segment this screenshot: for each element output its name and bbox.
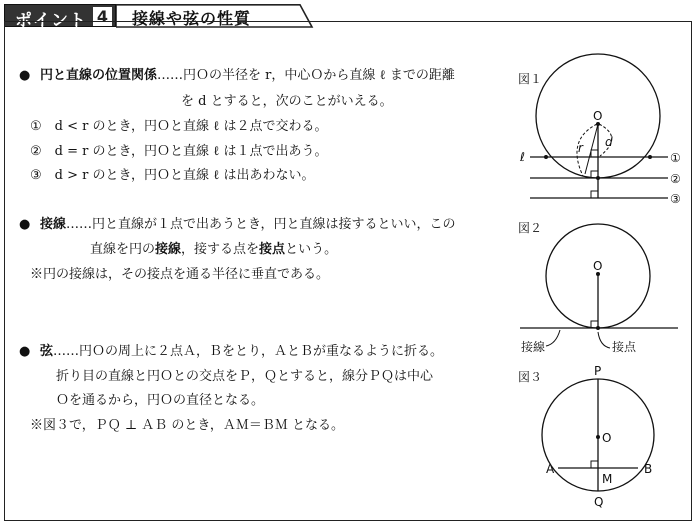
fig2-tangent-label: 接線 bbox=[521, 340, 546, 354]
fig3-label: 図３ bbox=[518, 370, 543, 384]
fig1-num-3: ③ bbox=[670, 192, 681, 206]
fig3-p-label: P bbox=[594, 364, 602, 378]
section2-line1: 接線……円と直線が１点で出あうとき，円と直線は接するといい，この bbox=[40, 217, 456, 232]
header-number: 4 bbox=[93, 7, 112, 26]
fig2-contact-pointer bbox=[598, 332, 610, 348]
fig1-num-1: ① bbox=[670, 151, 681, 165]
fig2-label: 図２ bbox=[518, 221, 543, 235]
fig2-contact-label: 接点 bbox=[612, 340, 637, 354]
fig3-q-label: Q bbox=[594, 495, 604, 509]
fig1-tangent-point bbox=[596, 176, 600, 180]
bullet-3: ● bbox=[19, 344, 31, 359]
section1-line1-rest: ……円Ｏの半径を r，中心Ｏから直線 ℓ までの距離 bbox=[157, 68, 455, 83]
section1-item-1: ① d < r のとき，円Ｏと直線 ℓ は２点で交わる。 bbox=[30, 119, 328, 134]
section2-heading: 接線 bbox=[40, 217, 67, 232]
header-label: ポイント bbox=[15, 11, 87, 31]
fig2-o-label: O bbox=[593, 259, 603, 273]
section2-note: ※円の接線は，その接点を通る半径に垂直である。 bbox=[30, 267, 330, 282]
fig1-d-label: d bbox=[605, 135, 613, 149]
section3-line1: 弦……円Ｏの周上に２点Ａ，Ｂをとり，ＡとＢが重なるように折る。 bbox=[40, 344, 444, 359]
fig1-right-angle-3 bbox=[591, 191, 598, 198]
fig3-m-label: M bbox=[602, 472, 613, 486]
bullet-2: ● bbox=[19, 217, 31, 232]
fig3-b-label: B bbox=[644, 462, 653, 476]
section1-item-2: ② d = r のとき，円Ｏと直線 ℓ は１点で出あう。 bbox=[30, 144, 328, 159]
fig1-line-label: ℓ bbox=[520, 150, 525, 164]
fig1-r-label: r bbox=[578, 141, 583, 155]
fig1-intersection-left bbox=[544, 155, 548, 159]
bullet-1: ● bbox=[19, 68, 31, 83]
fig3-o-label: O bbox=[602, 431, 612, 445]
term-tangent: 接線 bbox=[155, 242, 182, 257]
fig1-num-2: ② bbox=[670, 172, 681, 186]
section1-item-3: ③ d > r のとき，円Ｏと直線 ℓ は出あわない。 bbox=[30, 168, 315, 183]
fig2-tangent-pointer bbox=[546, 330, 560, 346]
fig3-right-angle bbox=[591, 461, 598, 468]
header-title: 接線や弦の性質 bbox=[132, 9, 252, 28]
section3-line3: Ｏを通るから，円Ｏの直径となる。 bbox=[56, 393, 265, 408]
fig2-contact-dot bbox=[596, 326, 600, 330]
section1-heading: 円と直線の位置関係 bbox=[40, 68, 158, 83]
section3-note: ※図３で，ＰＱ ⊥ ＡＢ のとき，ＡＭ＝ＢＭ となる。 bbox=[30, 418, 344, 433]
fig1-right-angle-1 bbox=[591, 150, 598, 157]
section2-line2: 直線を円の接線，接する点を接点という。 bbox=[90, 242, 338, 257]
section3-heading: 弦 bbox=[40, 344, 54, 359]
fig1-label: 図１ bbox=[518, 72, 543, 86]
fig3-center-dot bbox=[596, 435, 600, 439]
fig1-o-label: O bbox=[593, 109, 603, 123]
section1-line2: を d とすると，次のことがいえる。 bbox=[181, 94, 393, 109]
fig1-intersection-right bbox=[648, 155, 652, 159]
section3-line2: 折り目の直線と円Ｏとの交点をＰ，Ｑとすると，線分ＰＱは中心 bbox=[56, 369, 434, 384]
term-contact-point: 接点 bbox=[259, 242, 286, 257]
fig1-radius bbox=[585, 124, 598, 174]
fig3-a-label: A bbox=[546, 462, 555, 476]
